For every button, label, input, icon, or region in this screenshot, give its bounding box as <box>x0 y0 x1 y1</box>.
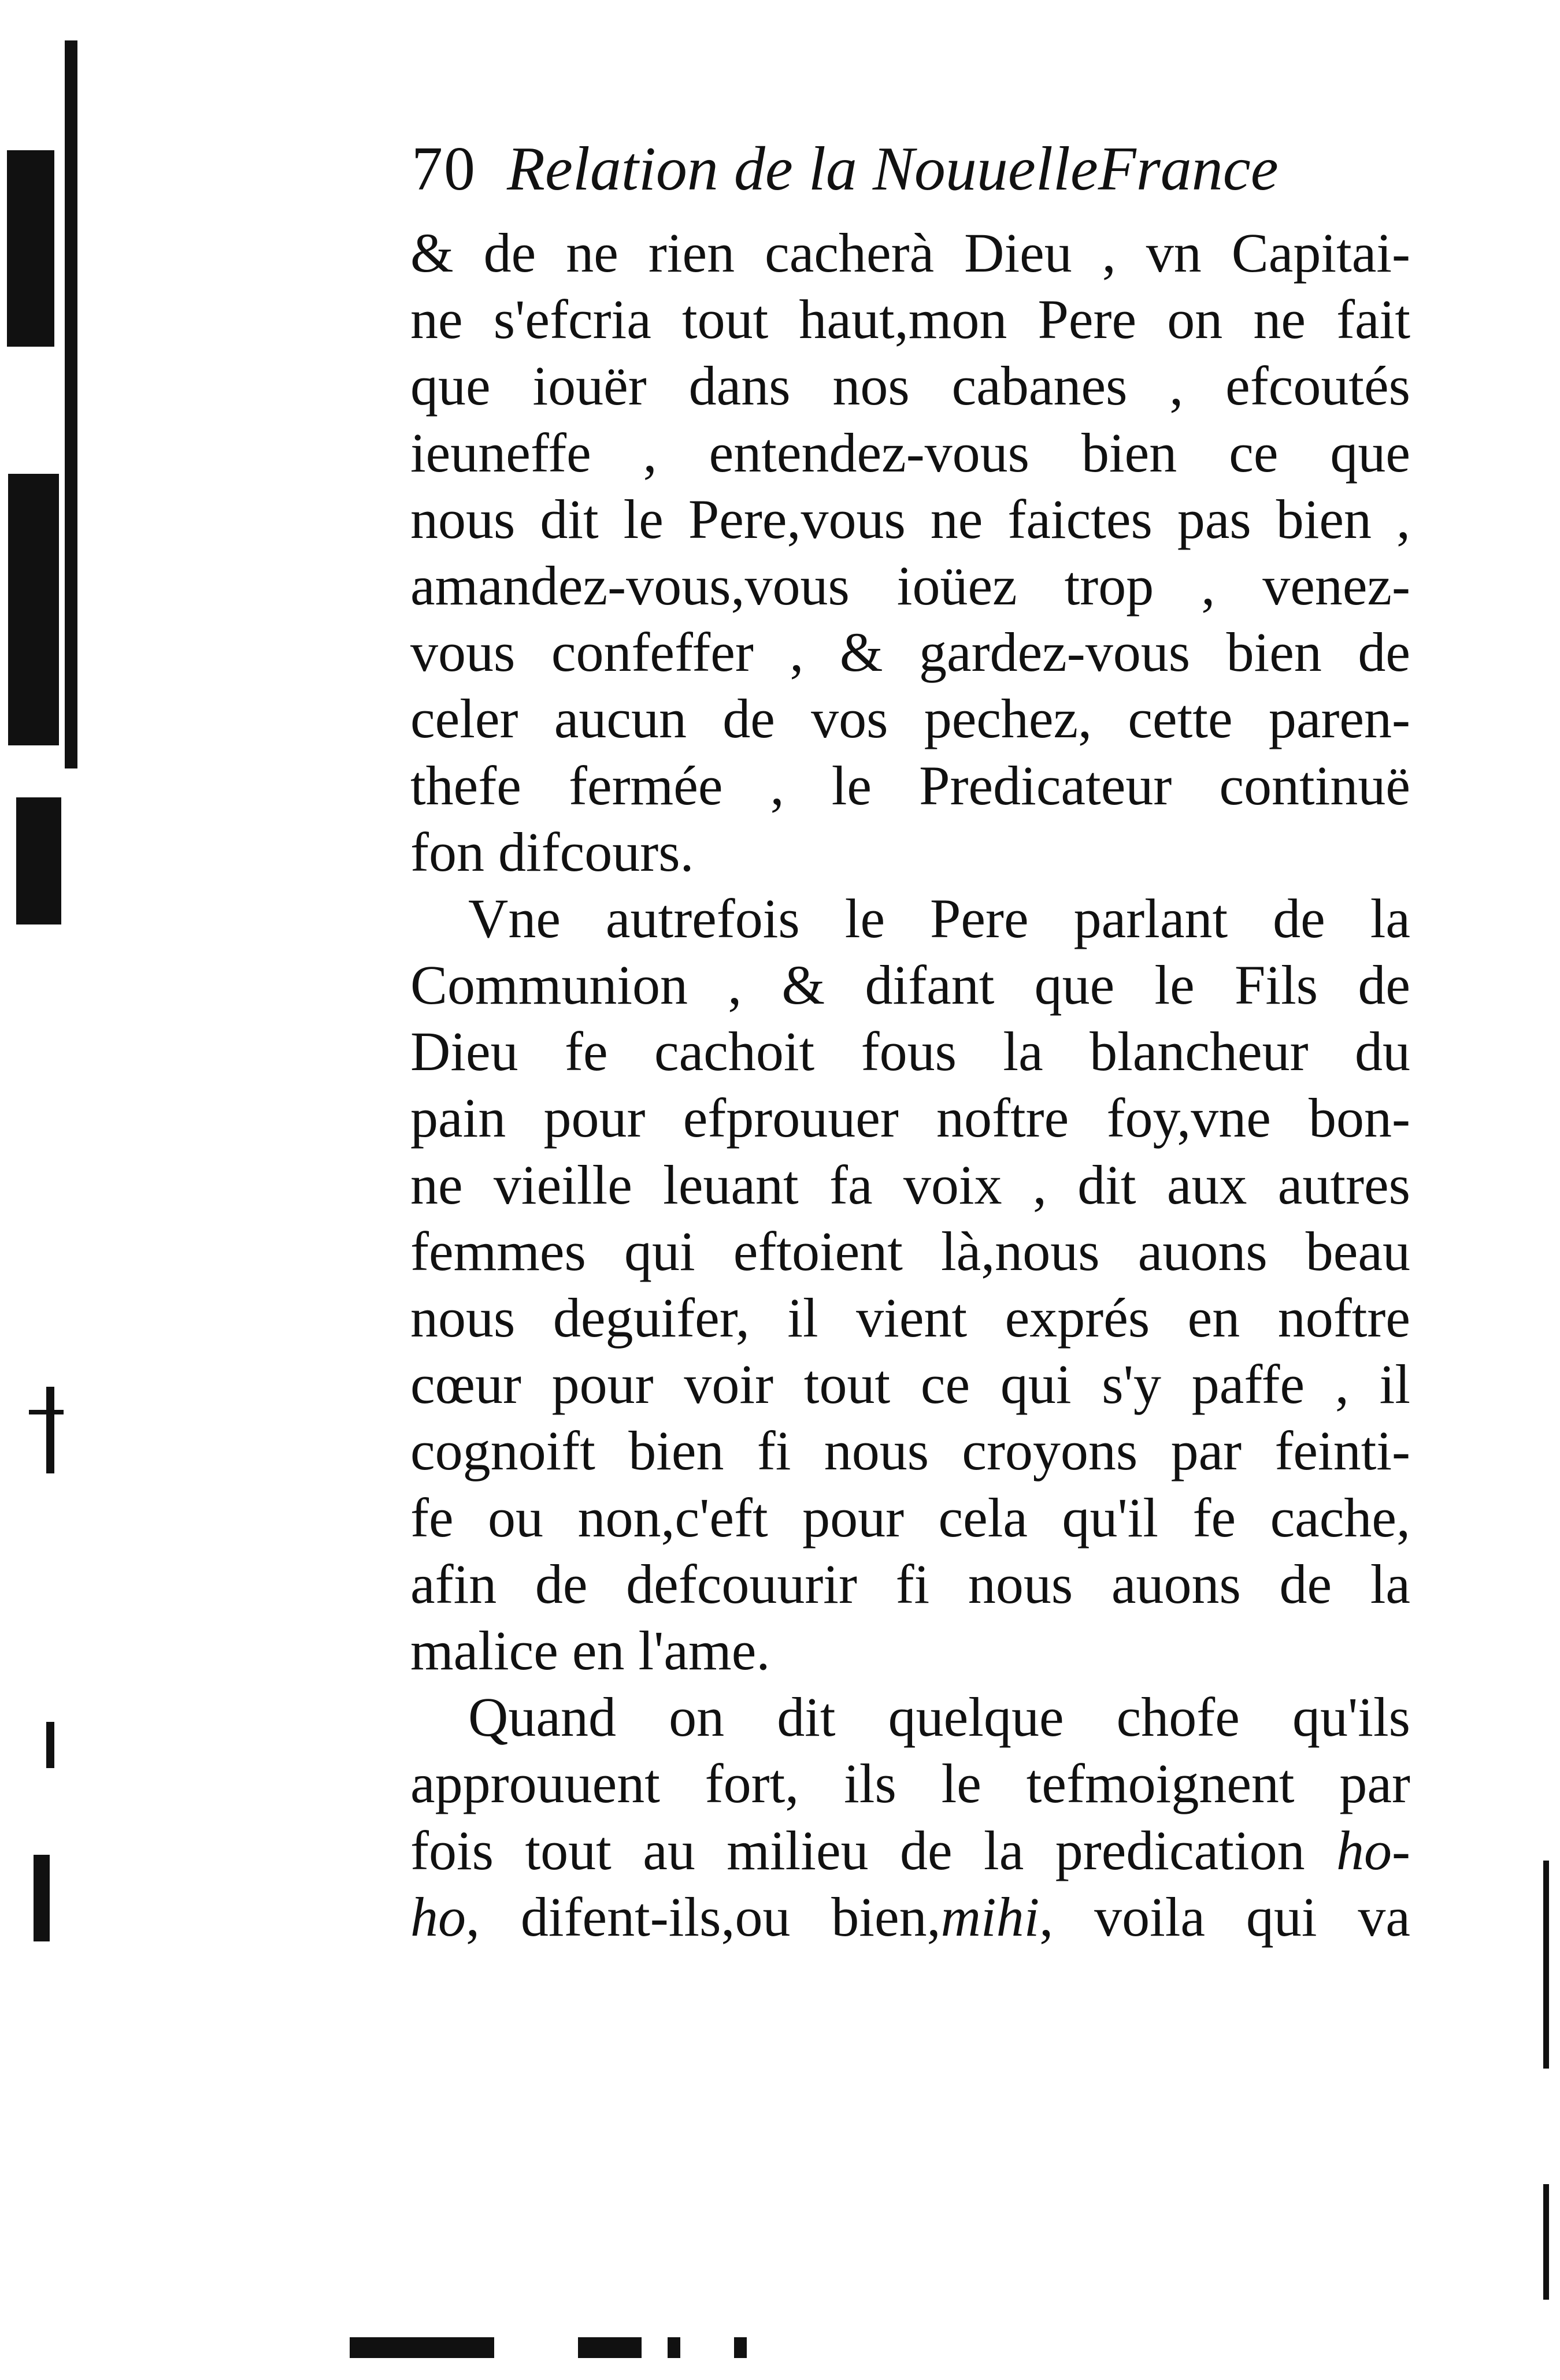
body-text <box>410 220 1410 1950</box>
scan-edge-mark <box>34 1855 50 1941</box>
text-segment: fe ou non,c'eft pour cela qu'il fe cache, <box>410 1486 1410 1549</box>
text-line <box>410 1284 1410 1351</box>
italic-text: ho <box>410 1885 466 1948</box>
text-line <box>410 1484 1410 1551</box>
text-segment: cœur pour voir tout ce qui s'y paffe , il <box>410 1353 1410 1416</box>
text-line <box>410 1417 1410 1484</box>
text-segment: approuuent fort, ils le tefmoignent par <box>410 1752 1410 1815</box>
text-line <box>410 486 1410 552</box>
scan-edge-mark <box>65 40 77 768</box>
running-title: Relation de la NouuelleFrance <box>507 135 1279 203</box>
text-line <box>410 1684 1410 1750</box>
scan-edge-mark <box>16 797 61 924</box>
text-segment: fois tout au milieu de la predication <box>410 1819 1337 1881</box>
text-segment: ne s'efcria tout haut,mon Pere on ne fait <box>410 288 1410 351</box>
scan-edge-mark <box>1543 2184 1549 2300</box>
running-head <box>412 132 1394 207</box>
text-segment: celer aucun de vos pechez, cette paren- <box>410 688 1410 750</box>
text-line <box>410 286 1410 352</box>
text-line <box>410 419 1410 486</box>
text-line <box>410 552 1410 619</box>
text-segment: amandez-vous,vous ioüez trop , venez- <box>410 554 1410 617</box>
text-segment: malice en l'ame. <box>410 1619 770 1681</box>
text-segment: Vne autrefois le Pere parlant de la <box>468 887 1410 949</box>
text-line <box>410 1750 1410 1817</box>
text-line <box>410 1152 1410 1218</box>
text-line <box>410 352 1410 419</box>
text-line <box>410 1884 1410 1950</box>
scan-bottom-mark <box>350 2337 494 2358</box>
text-segment: femmes qui eftoient là,nous auons beau <box>410 1220 1410 1282</box>
text-line <box>410 1817 1410 1884</box>
text-segment: Communion , & difant que le Fils de <box>410 954 1410 1016</box>
scan-edge-mark <box>46 1722 54 1768</box>
text-line <box>410 952 1410 1018</box>
text-segment: cognoift bien fi nous croyons par feinti- <box>410 1420 1410 1482</box>
text-segment: pain pour efprouuer noftre foy,vne bon- <box>410 1087 1410 1149</box>
text-line <box>410 1085 1410 1151</box>
text-segment: Quand on dit quelque chofe qu'ils <box>468 1686 1410 1748</box>
scan-bottom-mark <box>668 2337 680 2358</box>
italic-text: ho- <box>1336 1819 1410 1881</box>
text-segment: nous deguifer, il vient exprés en noftre <box>410 1287 1410 1349</box>
text-segment: vous confeffer , & gardez-vous bien de <box>410 621 1410 684</box>
scan-edge-mark <box>7 150 54 347</box>
text-line <box>410 619 1410 685</box>
scan-bottom-mark <box>578 2337 642 2358</box>
scan-bottom-mark <box>734 2337 747 2358</box>
text-segment: ieuneffe , entendez-vous bien ce que <box>410 421 1410 484</box>
text-segment: afin de defcouurir fi nous auons de la <box>410 1553 1410 1615</box>
scan-edge-mark <box>46 1387 54 1473</box>
text-line <box>410 220 1410 286</box>
text-segment: & de ne rien cacherà Dieu , vn Capitai- <box>410 222 1410 284</box>
text-line <box>410 685 1410 752</box>
text-segment: ne vieille leuant fa voix , dit aux autres <box>410 1153 1410 1216</box>
text-segment: Dieu fe cachoit fous la blancheur du <box>410 1020 1410 1083</box>
scan-edge-mark <box>1543 1861 1549 2069</box>
text-segment: que iouër dans nos cabanes , efcoutés <box>410 355 1410 417</box>
text-segment: , voila qui va <box>1039 1885 1410 1948</box>
text-line <box>410 1351 1410 1417</box>
text-segment: fon difcours. <box>410 820 694 883</box>
text-line <box>410 752 1410 819</box>
text-segment: thefe fermée , le Predicateur continuë <box>410 754 1410 816</box>
text-line <box>410 1617 1410 1684</box>
text-line <box>410 819 1410 885</box>
text-line <box>410 1018 1410 1085</box>
page-number: 70 <box>412 135 476 203</box>
text-line <box>410 1551 1410 1617</box>
text-segment: , difent-ils,ou bien, <box>466 1885 941 1948</box>
italic-text: mihi <box>940 1885 1040 1948</box>
text-line <box>410 1218 1410 1284</box>
text-segment: nous dit le Pere,vous ne faictes pas bien , <box>410 488 1410 550</box>
text-line <box>410 885 1410 952</box>
scan-edge-mark <box>8 474 59 745</box>
